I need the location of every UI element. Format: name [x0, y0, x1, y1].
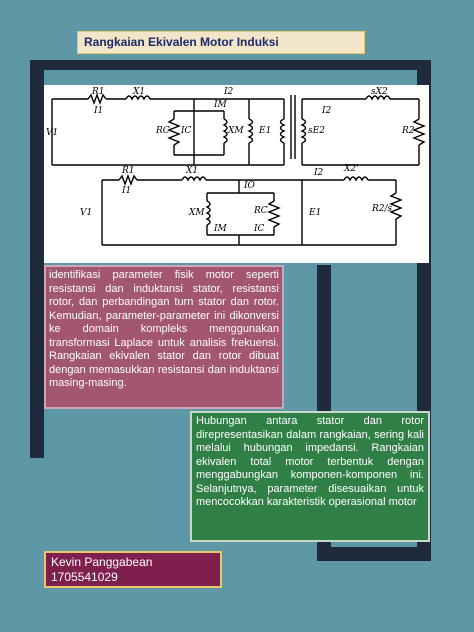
- label-top-x1: X1: [133, 87, 146, 97]
- label-bottom-i1: I1: [122, 186, 132, 196]
- label-top-se2: sE2: [308, 126, 325, 136]
- label-top-r1: R1: [92, 87, 105, 97]
- label-bottom-rc: RC: [254, 206, 268, 216]
- label-top-i1: I1: [94, 106, 104, 116]
- label-top-i2: I2: [224, 87, 234, 97]
- label-bottom-ic: IC: [254, 224, 265, 234]
- decor-bar-left: [30, 60, 44, 458]
- label-top-sx2: sX2: [371, 87, 388, 97]
- author-id: 1705541029: [51, 570, 118, 584]
- decor-bar-top: [30, 60, 428, 70]
- label-bottom-r2s: R2/s: [372, 204, 393, 214]
- label-bottom-xm: XM: [189, 208, 205, 218]
- decor-bar-bottom: [317, 547, 431, 561]
- label-bottom-r1: R1: [122, 166, 135, 176]
- author-name: Kevin Panggabean: [51, 555, 153, 569]
- page-title: Rangkaian Ekivalen Motor Induksi: [77, 31, 365, 54]
- label-top-v1: V1: [46, 128, 59, 138]
- label-bottom-v1: V1: [80, 208, 93, 218]
- circuit-diagram: [44, 85, 429, 263]
- label-bottom-io: IO: [244, 181, 255, 191]
- label-top-im: IM: [214, 100, 227, 110]
- label-top-ic: IC: [181, 126, 192, 136]
- label-bottom-x1: X1: [186, 166, 199, 176]
- author-box: [44, 551, 222, 588]
- description-green: Hubungan antara stator dan rotor direpresentasikan dalam rangkaian, sering kali melalui hubungan impedansi. Rangkaian ekivalen total motor terbentuk dengan menggabungkan komponen-komponen ini. Selanjutnya, parameter disesuaikan untuk mencocokkan karakteristik operasional motor: [190, 411, 430, 542]
- label-bottom-im: IM: [214, 224, 227, 234]
- label-top-e1: E1: [259, 126, 272, 136]
- circuit-svg: [44, 85, 429, 263]
- label-bottom-e1: E1: [309, 208, 322, 218]
- label-top-xm: XM: [228, 126, 244, 136]
- label-bottom-i2: I2: [314, 168, 324, 178]
- label-top-r2: R2: [402, 126, 415, 136]
- description-pink: identifikasi parameter fisik motor seperti resistansi dan induktansi stator, resistansi rotor, dan perbandingan turn stator dan rotor. Kemudian, parameter-parameter ini dikonversi ke domain kompleks menggunakan transformasi Laplace untuk analisis frekuensi. Rangkaian ekivalen stator dan rotor dibuat dengan memasukkan resistansi dan induktansi masing-masing.: [44, 265, 284, 409]
- label-top-rc: RC: [156, 126, 170, 136]
- label-top-i2-rotor: I2: [322, 106, 332, 116]
- label-bottom-x2: X2': [344, 164, 359, 174]
